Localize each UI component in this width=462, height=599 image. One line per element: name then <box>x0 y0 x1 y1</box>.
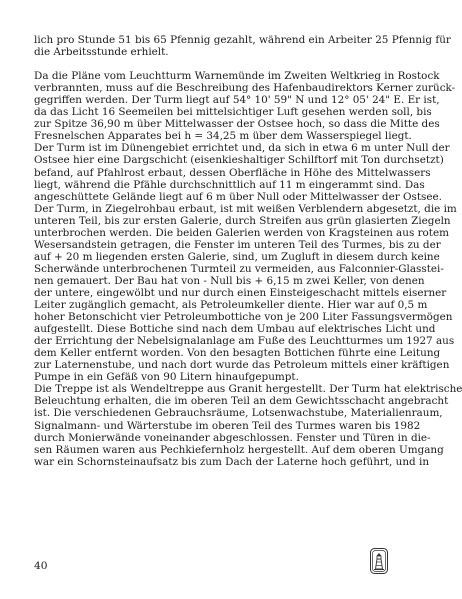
paragraph <box>34 34 451 59</box>
page-number: 40 <box>34 560 48 572</box>
text-line: Der Turm ist im Dünengebiet errichtet und, da sich in etwa 6 m unter Null der <box>34 142 450 155</box>
text-line: zur Laternenstube, und nach dort wurde das Petroleum mittels einer kräftigen <box>34 359 450 372</box>
text-line: Da die Pläne vom Leuchtturm Warnemünde im Zweiten Weltkrieg in Rostock <box>34 70 440 83</box>
text-line: auf + 20 m liegenden ersten Galerie, sind, um Zugluft in diesem durch keine <box>34 250 440 263</box>
text-line: aufgestellt. Diese Bottiche sind nach dem Umbau auf elektrisches Licht und <box>34 323 436 336</box>
text-line: gegriffen werden. Der Turm liegt auf 54° 10' 59" N und 12° 05' 24" E. Er ist, <box>34 94 440 107</box>
page-body <box>34 34 462 468</box>
text-line: die Arbeitsstunde erhielt. <box>34 46 169 59</box>
text-line: unterbrochen werden. Die beiden Galerien werden von Kragsteinen aus rotem <box>34 226 449 239</box>
text-line: da das Licht 16 Seemeilen bei mittelsichtiger Luft gesehen werden soll, bis <box>34 106 432 119</box>
text-line: Fresnelschen Apparates bei h = 34,25 m über dem Wasserspiegel liegt. <box>34 130 412 143</box>
text-line: hoher Betonschicht vier Petroleumbottiche von je 200 Liter Fassungsvermögen <box>34 311 453 324</box>
text-line: Der Turm, in Ziegelrohbau erbaut, ist mit weißen Verblendern abgesetzt, die im <box>34 202 457 215</box>
lighthouse-emblem-icon <box>370 548 388 574</box>
text-line: ist. Die verschiedenen Gebrauchsräume, Lotsenwachstube, Materialienraum, <box>34 407 443 420</box>
text-line: Beleuchtung erhalten, die im oberen Teil an dem Gewichtsschacht angebracht <box>34 395 449 408</box>
text-line: Wesersandstein getragen, die Fenster im unteren Teil des Turmes, bis zu der <box>34 238 441 251</box>
text-line: lich pro Stunde 51 bis 65 Pfennig gezahlt, während ein Arbeiter 25 Pfennig für <box>34 34 451 46</box>
text-line: befand, auf Pfahlrost erbaut, dessen Oberfläche in Höhe des Mittelwassers <box>34 166 431 179</box>
text-line: Signalmann- und Wärterstube im oberen Teil des Turmes waren bis 1982 <box>34 419 421 432</box>
text-line: dem Keller entfernt worden. Von den besagten Bottichen führte eine Leitung <box>34 347 441 360</box>
text-line: sen Räumen waren aus Pechkiefernholz hergestellt. Auf dem oberen Umgang <box>34 443 444 456</box>
text-line: Leiter zugänglich gemacht, als Petroleumkeller diente. Hier war auf 0,5 m <box>34 299 428 312</box>
paragraph <box>34 70 457 384</box>
text-line: angeschüttete Gelände liegt auf 6 m über Null oder Mittelwasser der Ostsee. <box>34 190 442 203</box>
text-line: Pumpe in ein Gefäß von 90 Litern hinaufgepumpt. <box>34 371 299 384</box>
text-line: Ostsee hier eine Dargschicht (eisenkieshaltiger Schilftorf mit Ton durchsetzt) <box>34 154 444 167</box>
text-line: war ein Schornsteinaufsatz bis zum Dach der Laterne hoch geführt, und in <box>34 455 430 468</box>
text-line: verbrannten, muss auf die Beschreibung des Hafenbaudirektors Kerner zurück- <box>34 82 456 95</box>
paragraph <box>34 383 462 468</box>
text-line: zur Spitze 36,90 m über Mittelwasser der Ostsee hoch, so dass die Mitte des <box>34 118 440 131</box>
text-line: der untere, eingewölbt und nur durch einen Einsteigeschacht mittels eiserner <box>34 286 447 299</box>
text-line: nen gemauert. Der Bau hat von - Null bis + 6,15 m zwei Keller, von denen <box>34 274 425 287</box>
text-line: durch Monierwände voneinander abgeschlossen. Fenster und Türen in die- <box>34 431 431 444</box>
text-line: der Errichtung der Nebelsignalanlage am Fuße des Leuchtturmes um 1927 aus <box>34 335 455 348</box>
text-line: unteren Teil, bis zur ersten Galerie, durch Streifen aus grün glasierten Ziegeln <box>34 214 451 227</box>
text-line: Scherwände unterbrochenen Turmteil zu vermeiden, aus Falconnier-Glasstei- <box>34 262 444 275</box>
text-line: Die Treppe ist als Wendeltreppe aus Granit hergestellt. Der Turm hat elektrische <box>34 383 462 396</box>
text-line: liegt, während die Pfähle durchschnittlich auf 11 m eingerammt sind. Das <box>34 178 425 191</box>
